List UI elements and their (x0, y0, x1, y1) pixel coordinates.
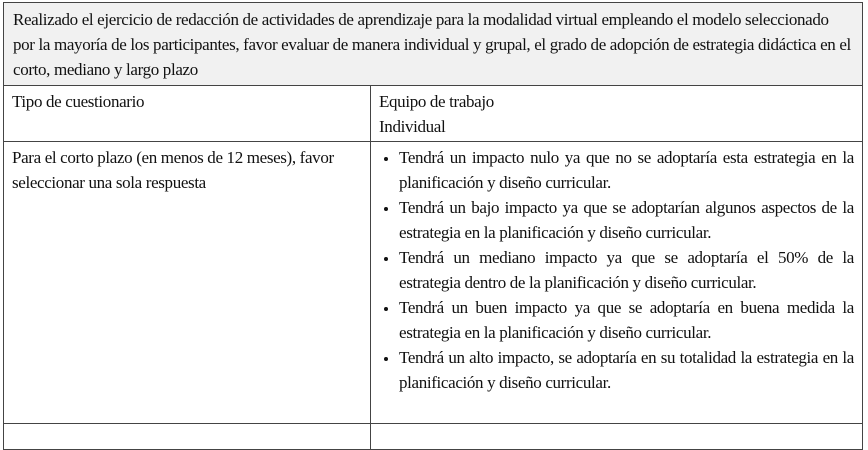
table-row (4, 86, 863, 142)
empty-cell (4, 424, 371, 450)
option-item: • Tendrá un bajo impacto ya que se adoptarían algunos aspectos de la estrategia en la planificación y diseño curricular. (399, 195, 854, 245)
work-team-label: Equipo de trabajo (379, 92, 494, 111)
option-item: • Tendrá un alto impacto, se adoptaría en su totalidad la estrategia en la planificación y diseño curricular. (399, 345, 854, 395)
evaluation-table (3, 2, 863, 450)
individual-label: Individual (379, 117, 446, 136)
options-cell (371, 142, 863, 424)
option-item: • Tendrá un mediano impacto ya que se adoptaría el 50% de la estrategia dentro de la planificación y diseño curricular. (399, 245, 854, 295)
questionnaire-type-label: Tipo de cuestionario (4, 86, 371, 142)
table-row (4, 424, 863, 450)
empty-cell (371, 424, 863, 450)
options-list (379, 145, 854, 395)
question-text: Para el corto plazo (en menos de 12 meses), favor seleccionar una sola respuesta (4, 142, 371, 424)
table-row (4, 142, 863, 424)
option-item: • Tendrá un impacto nulo ya que no se adoptaría esta estrategia en la planificación y diseño curricular. (399, 145, 854, 195)
table-header-row (4, 3, 863, 86)
option-item: • Tendrá un buen impacto ya que se adoptaría en buena medida la estrategia en la planificación y diseño curricular. (399, 295, 854, 345)
work-team-cell (371, 86, 863, 142)
table-header: Realizado el ejercicio de redacción de actividades de aprendizaje para la modalidad virtual empleando el modelo seleccionado por la mayoría de los participantes, favor evaluar de manera individual y grupal, el grado de adopción de estrategia didáctica en el corto, mediano y largo plazo (4, 3, 863, 86)
